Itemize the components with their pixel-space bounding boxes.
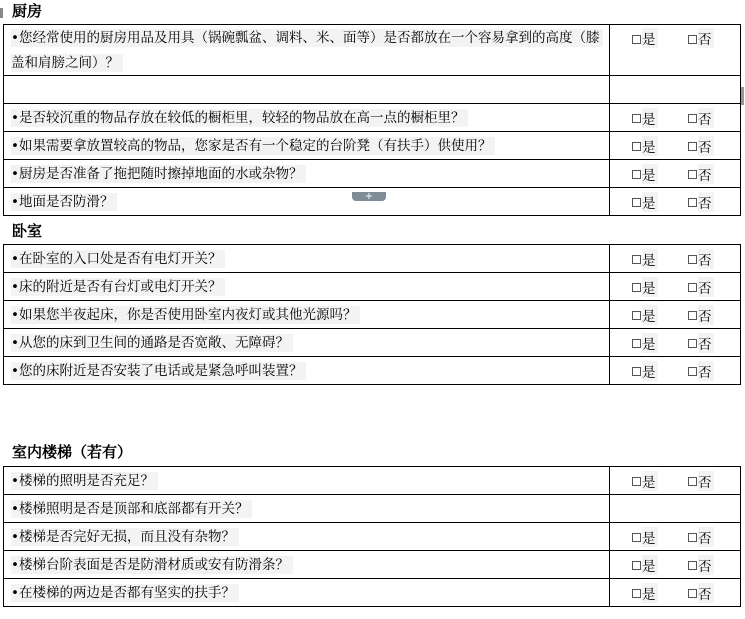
checkbox-icon[interactable] bbox=[632, 589, 641, 598]
checkbox-icon[interactable] bbox=[688, 35, 697, 44]
checkbox-icon[interactable] bbox=[688, 114, 697, 123]
question-text: •是否较沉重的物品存放在较低的橱柜里，较轻的物品放在高一点的橱柜里？ bbox=[11, 109, 468, 127]
no-option[interactable]: 否 bbox=[688, 249, 740, 269]
checkbox-icon[interactable] bbox=[632, 114, 641, 123]
question-text: •楼梯是否完好无损，而且没有杂物？ bbox=[11, 528, 239, 546]
question-cell bbox=[4, 160, 610, 188]
yes-option[interactable]: 是 bbox=[632, 108, 684, 128]
section-title-stairs: 室内楼梯（若有） bbox=[12, 443, 133, 461]
table-row bbox=[4, 495, 741, 523]
table-row bbox=[4, 523, 741, 551]
checkbox-icon[interactable] bbox=[632, 255, 641, 264]
checkbox-icon[interactable] bbox=[688, 339, 697, 348]
checkbox-icon[interactable] bbox=[632, 142, 641, 151]
checkbox-icon[interactable] bbox=[688, 561, 697, 570]
no-option[interactable]: 否 bbox=[688, 361, 740, 381]
table-row bbox=[4, 245, 741, 273]
options-cell bbox=[610, 25, 741, 76]
options-cell bbox=[610, 523, 741, 551]
kitchen-checklist-table bbox=[3, 24, 741, 216]
question-cell bbox=[4, 188, 610, 216]
question-cell bbox=[4, 273, 610, 301]
no-option[interactable]: 否 bbox=[688, 136, 740, 156]
question-cell bbox=[4, 132, 610, 160]
table-row bbox=[4, 273, 741, 301]
no-option[interactable]: 否 bbox=[688, 277, 740, 297]
question-cell bbox=[4, 579, 610, 607]
question-text: •地面是否防滑？ bbox=[11, 193, 117, 211]
checkbox-icon[interactable] bbox=[688, 198, 697, 207]
table-row bbox=[4, 104, 741, 132]
yes-option[interactable]: 是 bbox=[632, 471, 684, 491]
options-cell bbox=[610, 245, 741, 273]
table-row bbox=[4, 579, 741, 607]
options-cell bbox=[610, 160, 741, 188]
question-text: •在楼梯的两边是否都有坚实的扶手？ bbox=[11, 584, 239, 602]
checkbox-icon[interactable] bbox=[632, 283, 641, 292]
options-cell bbox=[610, 467, 741, 495]
no-option[interactable]: 否 bbox=[688, 583, 740, 603]
yes-option[interactable]: 是 bbox=[632, 305, 684, 325]
question-text: •楼梯的照明是否充足？ bbox=[11, 472, 158, 490]
yes-option[interactable]: 是 bbox=[632, 192, 684, 212]
checkbox-icon[interactable] bbox=[632, 198, 641, 207]
no-option[interactable]: 否 bbox=[688, 333, 740, 353]
table-row bbox=[4, 357, 741, 385]
question-cell bbox=[4, 25, 610, 76]
no-option[interactable]: 否 bbox=[688, 28, 740, 48]
no-option[interactable]: 否 bbox=[688, 108, 740, 128]
yes-option[interactable]: 是 bbox=[632, 361, 684, 381]
options-cell bbox=[610, 188, 741, 216]
checkbox-icon[interactable] bbox=[632, 477, 641, 486]
table-row bbox=[4, 160, 741, 188]
checkbox-icon[interactable] bbox=[688, 589, 697, 598]
checkbox-icon[interactable] bbox=[688, 170, 697, 179]
yes-option[interactable]: 是 bbox=[632, 136, 684, 156]
options-cell bbox=[610, 273, 741, 301]
yes-option[interactable]: 是 bbox=[632, 333, 684, 353]
options-cell-empty bbox=[610, 495, 741, 523]
options-cell bbox=[610, 329, 741, 357]
checkbox-icon[interactable] bbox=[632, 35, 641, 44]
table-row bbox=[4, 132, 741, 160]
checkbox-icon[interactable] bbox=[688, 477, 697, 486]
options-cell bbox=[610, 551, 741, 579]
question-cell bbox=[4, 104, 610, 132]
question-text: •在卧室的入口处是否有电灯开关？ bbox=[11, 250, 225, 268]
question-text: •厨房是否准备了拖把随时擦掉地面的水或杂物？ bbox=[11, 165, 306, 183]
table-row bbox=[4, 329, 741, 357]
checkbox-icon[interactable] bbox=[688, 142, 697, 151]
yes-option[interactable]: 是 bbox=[632, 164, 684, 184]
yes-option[interactable]: 是 bbox=[632, 555, 684, 575]
add-row-handle[interactable] bbox=[352, 192, 386, 201]
question-cell bbox=[4, 357, 610, 385]
question-text: •您经常使用的厨房用品及用具（锅碗瓢盆、调料、米、面等）是否都放在一个容易拿到的高度（膝盖和肩膀之间）？ bbox=[11, 29, 603, 72]
table-row bbox=[4, 25, 741, 76]
yes-option[interactable]: 是 bbox=[632, 277, 684, 297]
checkbox-icon[interactable] bbox=[688, 255, 697, 264]
options-cell bbox=[610, 301, 741, 329]
options-cell bbox=[610, 104, 741, 132]
question-cell bbox=[4, 467, 610, 495]
table-row bbox=[4, 301, 741, 329]
no-option[interactable]: 否 bbox=[688, 555, 740, 575]
question-cell bbox=[4, 523, 610, 551]
checkbox-icon[interactable] bbox=[632, 339, 641, 348]
no-option[interactable]: 否 bbox=[688, 305, 740, 325]
yes-option[interactable]: 是 bbox=[632, 527, 684, 547]
question-text: •楼梯照明是否是顶部和底部都有开关？ bbox=[11, 500, 252, 518]
question-cell bbox=[4, 301, 610, 329]
checkbox-icon[interactable] bbox=[632, 311, 641, 320]
yes-option[interactable]: 是 bbox=[632, 28, 684, 48]
checkbox-icon[interactable] bbox=[632, 533, 641, 542]
question-cell bbox=[4, 329, 610, 357]
checkbox-icon[interactable] bbox=[688, 311, 697, 320]
table-row bbox=[4, 467, 741, 495]
no-option[interactable]: 否 bbox=[688, 164, 740, 184]
checkbox-icon[interactable] bbox=[688, 283, 697, 292]
no-option[interactable]: 否 bbox=[688, 192, 740, 212]
checkbox-icon[interactable] bbox=[632, 367, 641, 376]
section-title-kitchen: 厨房 bbox=[12, 2, 43, 20]
bedroom-checklist-table bbox=[3, 244, 741, 385]
options-cell bbox=[610, 357, 741, 385]
question-text: •如果您半夜起床，你是否使用卧室内夜灯或其他光源吗？ bbox=[11, 306, 360, 324]
table-resize-marker[interactable] bbox=[741, 87, 744, 105]
no-option[interactable]: 否 bbox=[688, 527, 740, 547]
section-title-bedroom: 卧室 bbox=[12, 222, 43, 240]
checkbox-icon[interactable] bbox=[632, 561, 641, 570]
plus-icon: + bbox=[364, 191, 374, 202]
question-text: •如果需要拿放置较高的物品，您家是否有一个稳定的台阶凳（有扶手）供使用？ bbox=[11, 137, 495, 155]
question-text: •床的附近是否有台灯或电灯开关？ bbox=[11, 278, 225, 296]
question-text: •楼梯台阶表面是否是防滑材质或安有防滑条？ bbox=[11, 556, 293, 574]
checkbox-icon[interactable] bbox=[688, 367, 697, 376]
question-cell bbox=[4, 495, 610, 523]
options-cell bbox=[610, 579, 741, 607]
yes-option[interactable]: 是 bbox=[632, 249, 684, 269]
question-text: •从您的床到卫生间的通路是否宽敞、无障碍？ bbox=[11, 334, 293, 352]
yes-option[interactable]: 是 bbox=[632, 583, 684, 603]
question-cell bbox=[4, 551, 610, 579]
stairs-checklist-table bbox=[3, 466, 741, 607]
checkbox-icon[interactable] bbox=[632, 170, 641, 179]
paragraph-marker bbox=[0, 8, 3, 18]
row-gap bbox=[4, 76, 741, 104]
question-cell bbox=[4, 245, 610, 273]
table-row bbox=[4, 551, 741, 579]
question-text: •您的床附近是否安装了电话或是紧急呼叫装置？ bbox=[11, 362, 306, 380]
options-cell bbox=[610, 132, 741, 160]
checkbox-icon[interactable] bbox=[688, 533, 697, 542]
no-option[interactable]: 否 bbox=[688, 471, 740, 491]
